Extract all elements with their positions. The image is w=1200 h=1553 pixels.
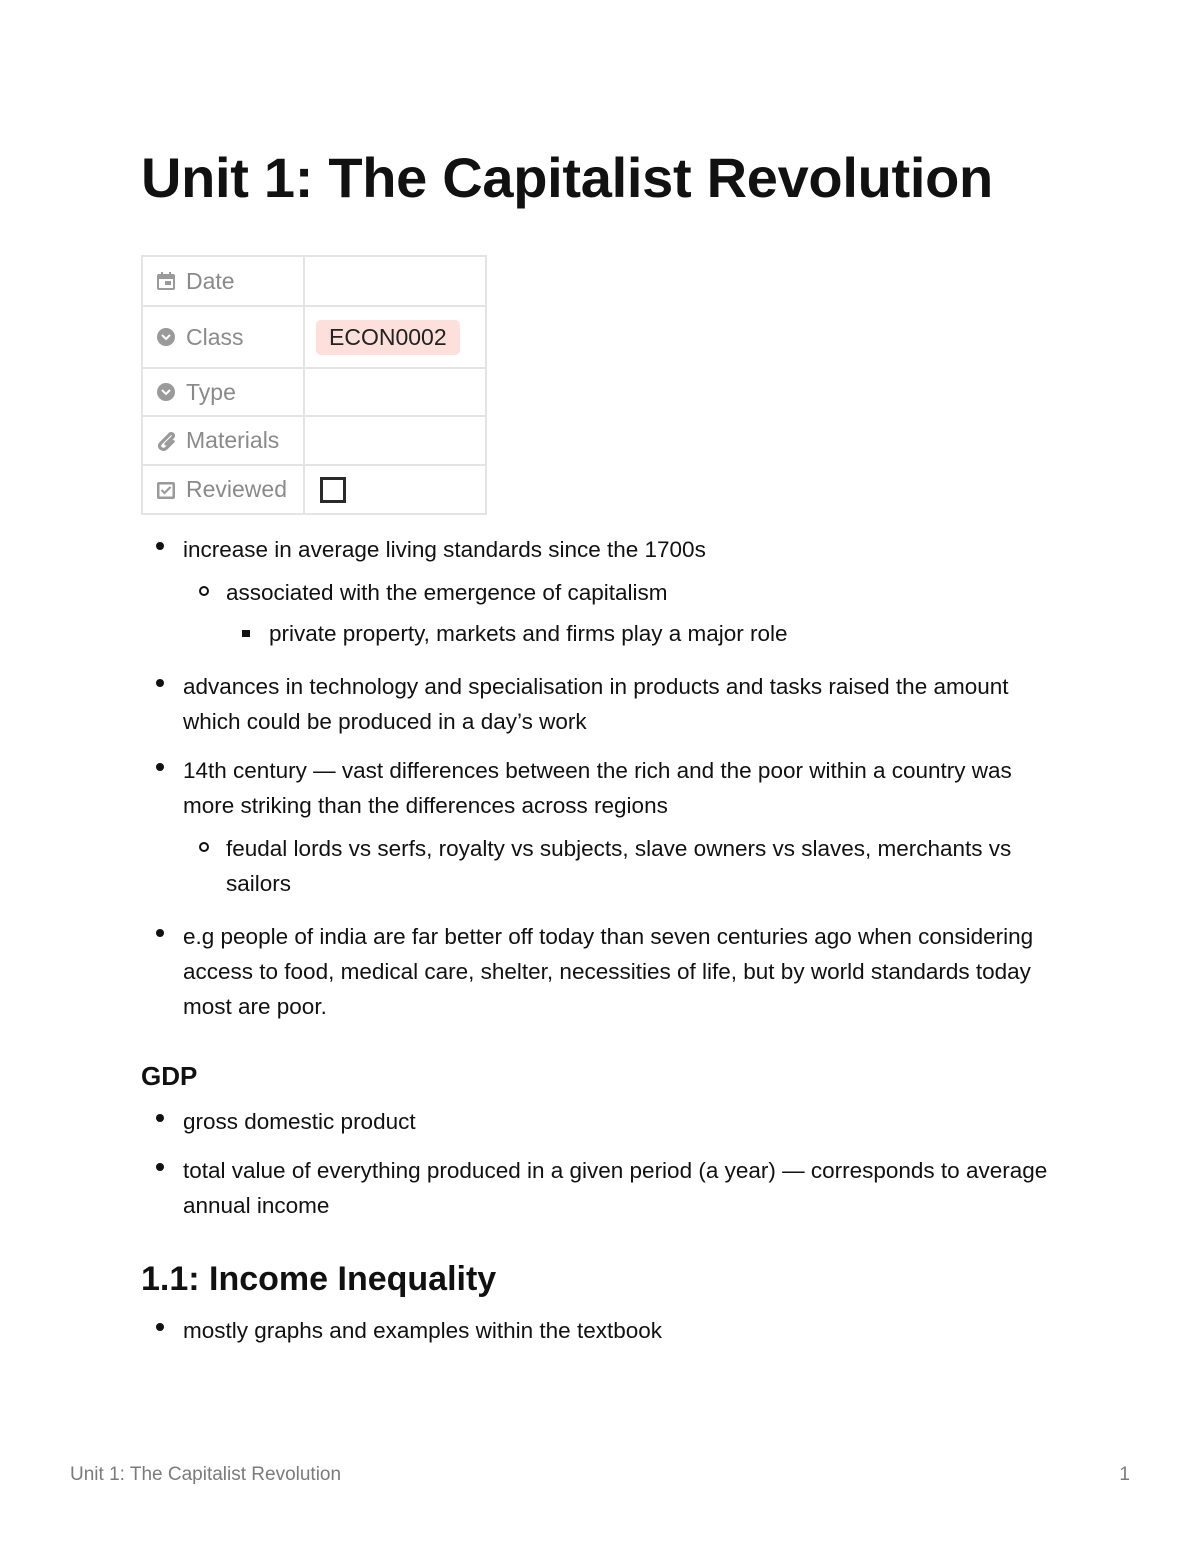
property-value-class[interactable] (304, 306, 486, 368)
select-icon (155, 381, 177, 403)
list-item (141, 528, 1061, 665)
list-item (141, 749, 1061, 915)
section-heading-income-inequality: 1.1: Income Inequality (141, 1260, 497, 1298)
property-label-type: Type (186, 378, 236, 405)
list-item (183, 829, 1061, 905)
nested-list (183, 829, 1061, 905)
property-value-reviewed (304, 465, 486, 514)
paperclip-icon (155, 430, 177, 452)
property-value-date[interactable] (304, 256, 486, 306)
list-item-text: advances in technology and specialisation in products and tasks raised the amount which could be produced in a day’s work (183, 674, 1009, 734)
nested-list (226, 610, 1061, 651)
list-item (141, 1309, 1061, 1358)
page-content (141, 528, 1061, 1358)
checkbox-icon (155, 479, 177, 501)
property-label-date: Date (186, 267, 235, 294)
list-item (141, 1100, 1061, 1149)
list-item-text: increase in average living standards since the 1700s (183, 537, 706, 562)
property-row-materials (142, 416, 486, 465)
property-label-reviewed: Reviewed (186, 476, 287, 502)
page-title: Unit 1: The Capitalist Revolution (141, 146, 993, 209)
property-row-type (142, 368, 486, 416)
list-item-text: feudal lords vs serfs, royalty vs subjects, slave owners vs slaves, merchants vs sailors (226, 836, 1012, 896)
footer-page-number: 1 (1119, 1464, 1130, 1485)
list-item-text: gross domestic product (183, 1109, 416, 1134)
reviewed-checkbox[interactable] (320, 477, 346, 503)
property-value-materials[interactable] (304, 416, 486, 465)
calendar-icon (155, 270, 177, 292)
list-item (183, 573, 1061, 655)
income-inequality-list (141, 1309, 1061, 1358)
list-item-text: e.g people of india are far better off today than seven centuries ago when considering access to food, medical care, shelter, necessities of life, but by world standards today most are poor. (183, 924, 1034, 1019)
list-item (141, 1149, 1061, 1233)
select-icon (155, 326, 177, 348)
list-item-text: 14th century — vast differences between the rich and the poor within a country was more striking than the differences across regions (183, 758, 1012, 818)
properties-table (141, 255, 487, 515)
notes-list (141, 528, 1061, 1034)
list-item-text: private property, markets and firms play a major role (269, 621, 788, 646)
property-label-class: Class (186, 323, 244, 350)
property-row-class (142, 306, 486, 368)
class-tag[interactable]: ECON0002 (316, 320, 460, 355)
property-row-reviewed (142, 465, 486, 514)
property-label-materials: Materials (186, 427, 280, 453)
gdp-list (141, 1100, 1061, 1233)
list-item (141, 665, 1061, 749)
section-heading-gdp: GDP (141, 1061, 198, 1091)
list-item-text: mostly graphs and examples within the textbook (183, 1318, 663, 1343)
list-item (226, 610, 1061, 651)
list-item-text: total value of everything produced in a given period (a year) — corresponds to average annual income (183, 1158, 1048, 1218)
list-item (141, 915, 1061, 1034)
property-row-date (142, 256, 486, 306)
list-item-text: associated with the emergence of capitalism (226, 580, 668, 605)
nested-list (183, 573, 1061, 655)
footer-title: Unit 1: The Capitalist Revolution (70, 1464, 342, 1485)
property-value-type[interactable] (304, 368, 486, 416)
